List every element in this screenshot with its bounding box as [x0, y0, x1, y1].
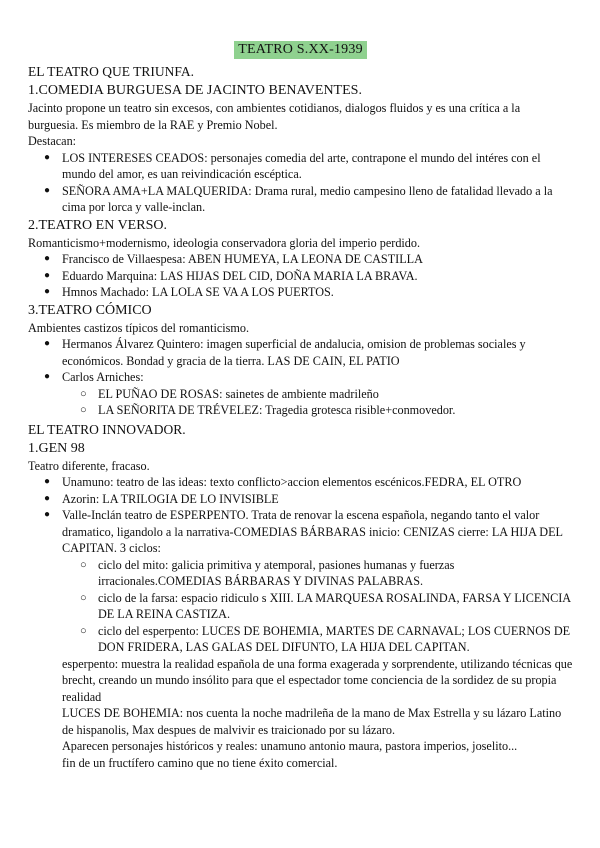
- document-page: [28, 40, 573, 771]
- subheading-teatro-verso: 2.TEATRO EN VERSO.: [28, 217, 167, 233]
- paragraph-fin: fin de un fructífero camino que no tiene éxito comercial.: [62, 755, 338, 770]
- list-arniches-works: [28, 386, 573, 419]
- list-item: ● Azorin: LA TRILOGIA DE LO INVISIBLE: [44, 491, 279, 506]
- circle-bullet-icon: ○: [80, 591, 87, 604]
- list-item: ● Hermanos Álvarez Quintero: imagen superficial de andalucia, omision de problemas sociales y económicos. Bondad y gracia de la tierra. LAS DE CAIN, EL PATIO: [44, 337, 526, 368]
- subheading-teatro-comico: 3.TEATRO CÓMICO: [28, 302, 152, 318]
- list-item: ● Hmnos Machado: LA LOLA SE VA A LOS PUERTOS.: [44, 285, 334, 299]
- list-item: ● Carlos Arniches: ○ EL PUÑAO DE ROSAS: sainetes de ambiente madrileño ○ LA SEÑORITA DE TRÉVELEZ: Tragedia grotesca risible+conmovedor.: [28, 369, 573, 419]
- list-valle-cycles: [28, 557, 573, 656]
- title-wrap: [28, 40, 573, 59]
- bullet-icon: ●: [44, 509, 51, 520]
- bullet-icon: ●: [44, 269, 51, 281]
- list-item: ● Eduardo Marquina: LAS HIJAS DEL CID, DOÑA MARIA LA BRAVA.: [44, 268, 418, 283]
- list-item: ● LOS INTERESES CEADOS: personajes comedia del arte, contrapone el mundo del intéres con el mundo del amor, es uan reivindicación escéptica.: [44, 150, 541, 181]
- list-item: ○ EL PUÑAO DE ROSAS: sainetes de ambiente madrileño: [80, 386, 379, 401]
- list-item: ● Francisco de Villaespesa: ABEN HUMEYA, LA LEONA DE CASTILLA: [44, 252, 423, 266]
- bullet-icon: ●: [44, 253, 51, 264]
- label-destacan: Destacan:: [28, 134, 77, 148]
- list-item: ● SEÑORA AMA+LA MALQUERIDA: Drama rural, medio campesino lleno de fatalidad llevado a la cima por lorca y valle-inclan.: [44, 183, 553, 214]
- valle-notes: [28, 656, 573, 772]
- subheading-comedia-burguesa: 1.COMEDIA BURGUESA DE JACINTO BENAVENTES.: [28, 83, 362, 98]
- paragraph-luces-bohemia: LUCES DE BOHEMIA: nos cuenta la noche madrileña de la mano de Max Estrella y su lázaro Latino de hispanolis, Max despues de malvivir es traicionado por su lázaro.: [62, 706, 562, 737]
- paragraph-verso: Romanticismo+modernismo, ideologia conservadora gloria del imperio perdido.: [28, 235, 421, 250]
- section-heading-triunfa: EL TEATRO QUE TRIUNFA.: [28, 64, 194, 79]
- list-item: ● Valle-Inclán teatro de ESPERPENTO. Trata de renovar la escena española, negando tanto el valor dramatico, ligandolo a la narrativa-COMEDIAS BÁRBARAS inicio: CENIZAS cierre: LA HIJA DEL CAPITAN. 3 ciclos: ○ ciclo del mito: galicia primitiva y atemporal, pasiones humanas y fuerzas irracionales.COMEDIAS BÁRBARAS Y DIVINAS PALABRAS. ○ ciclo de la farsa: espacio ridiculo s XIII. LA MARQUESA ROSALINDA, FARSA Y LICENCIA DE LA REINA CASTIZA. ○ ciclo del esperpento: LUCES DE BOHEMIA, MARTES DE CARNAVAL; LOS CUERNOS DE DON FRIDERA, LAS GALAS DEL DIFUNTO, LA HIJA DEL CAPITAN.: [28, 507, 573, 656]
- list-item: ○ ciclo del mito: galicia primitiva y atemporal, pasiones humanas y fuerzas irracionales.COMEDIAS BÁRBARAS Y DIVINAS PALABRAS.: [80, 557, 455, 588]
- paragraph-comico: Ambientes castizos típicos del romanticismo.: [28, 320, 250, 335]
- list-item: ○ ciclo del esperpento: LUCES DE BOHEMIA, MARTES DE CARNAVAL; LOS CUERNOS DE DON FRIDERA, LAS GALAS DEL DIFUNTO, LA HIJA DEL CAPITAN.: [80, 623, 571, 654]
- list-verso-authors: [28, 251, 573, 301]
- circle-bullet-icon: ○: [80, 387, 87, 400]
- paragraph-gen98: Teatro diferente, fracaso.: [28, 458, 150, 473]
- list-item: ● Unamuno: teatro de las ideas: texto conflicto>accion elementos escénicos.FEDRA, EL OTRO: [44, 475, 522, 489]
- section-heading-innovador: EL TEATRO INNOVADOR.: [28, 421, 186, 437]
- paragraph-esperpento: esperpento: muestra la realidad española de una forma exagerada y sorprendente, utilizando técnicas que brecht, creando un mundo insólito para que el espectador tome conciencia de la sordidez de su propia realidad: [62, 656, 573, 704]
- paragraph-jacinto: Jacinto propone un teatro sin excesos, con ambientes cotidianos, dialogos fluidos y es una crítica a la burguesia. Es miembro de la RAE y Premio Nobel.: [28, 101, 521, 132]
- circle-bullet-icon: ○: [80, 404, 87, 416]
- bullet-icon: ●: [44, 184, 51, 196]
- list-item: ○ LA SEÑORITA DE TRÉVELEZ: Tragedia grotesca risible+conmovedor.: [80, 403, 456, 417]
- list-benavente-works: [28, 150, 573, 216]
- bullet-icon: ●: [44, 371, 51, 382]
- list-item: ○ ciclo de la farsa: espacio ridiculo s XIII. LA MARQUESA ROSALINDA, FARSA Y LICENCIA DE LA REINA CASTIZA.: [80, 590, 571, 621]
- list-gen98-authors: [28, 474, 573, 656]
- paragraph-aparecen: Aparecen personajes históricos y reales: unamuno antonio maura, pastora imperios, joselito...: [62, 739, 518, 753]
- subheading-gen98: 1.GEN 98: [28, 440, 85, 456]
- page-title: TEATRO S.XX-1939: [234, 41, 367, 59]
- bullet-icon: ●: [44, 338, 51, 349]
- list-comico-authors: [28, 336, 573, 419]
- bullet-icon: ●: [44, 151, 51, 163]
- circle-bullet-icon: ○: [80, 558, 87, 571]
- circle-bullet-icon: ○: [80, 624, 87, 637]
- bullet-icon: ●: [44, 492, 51, 504]
- bullet-icon: ●: [44, 286, 51, 297]
- bullet-icon: ●: [44, 476, 51, 487]
